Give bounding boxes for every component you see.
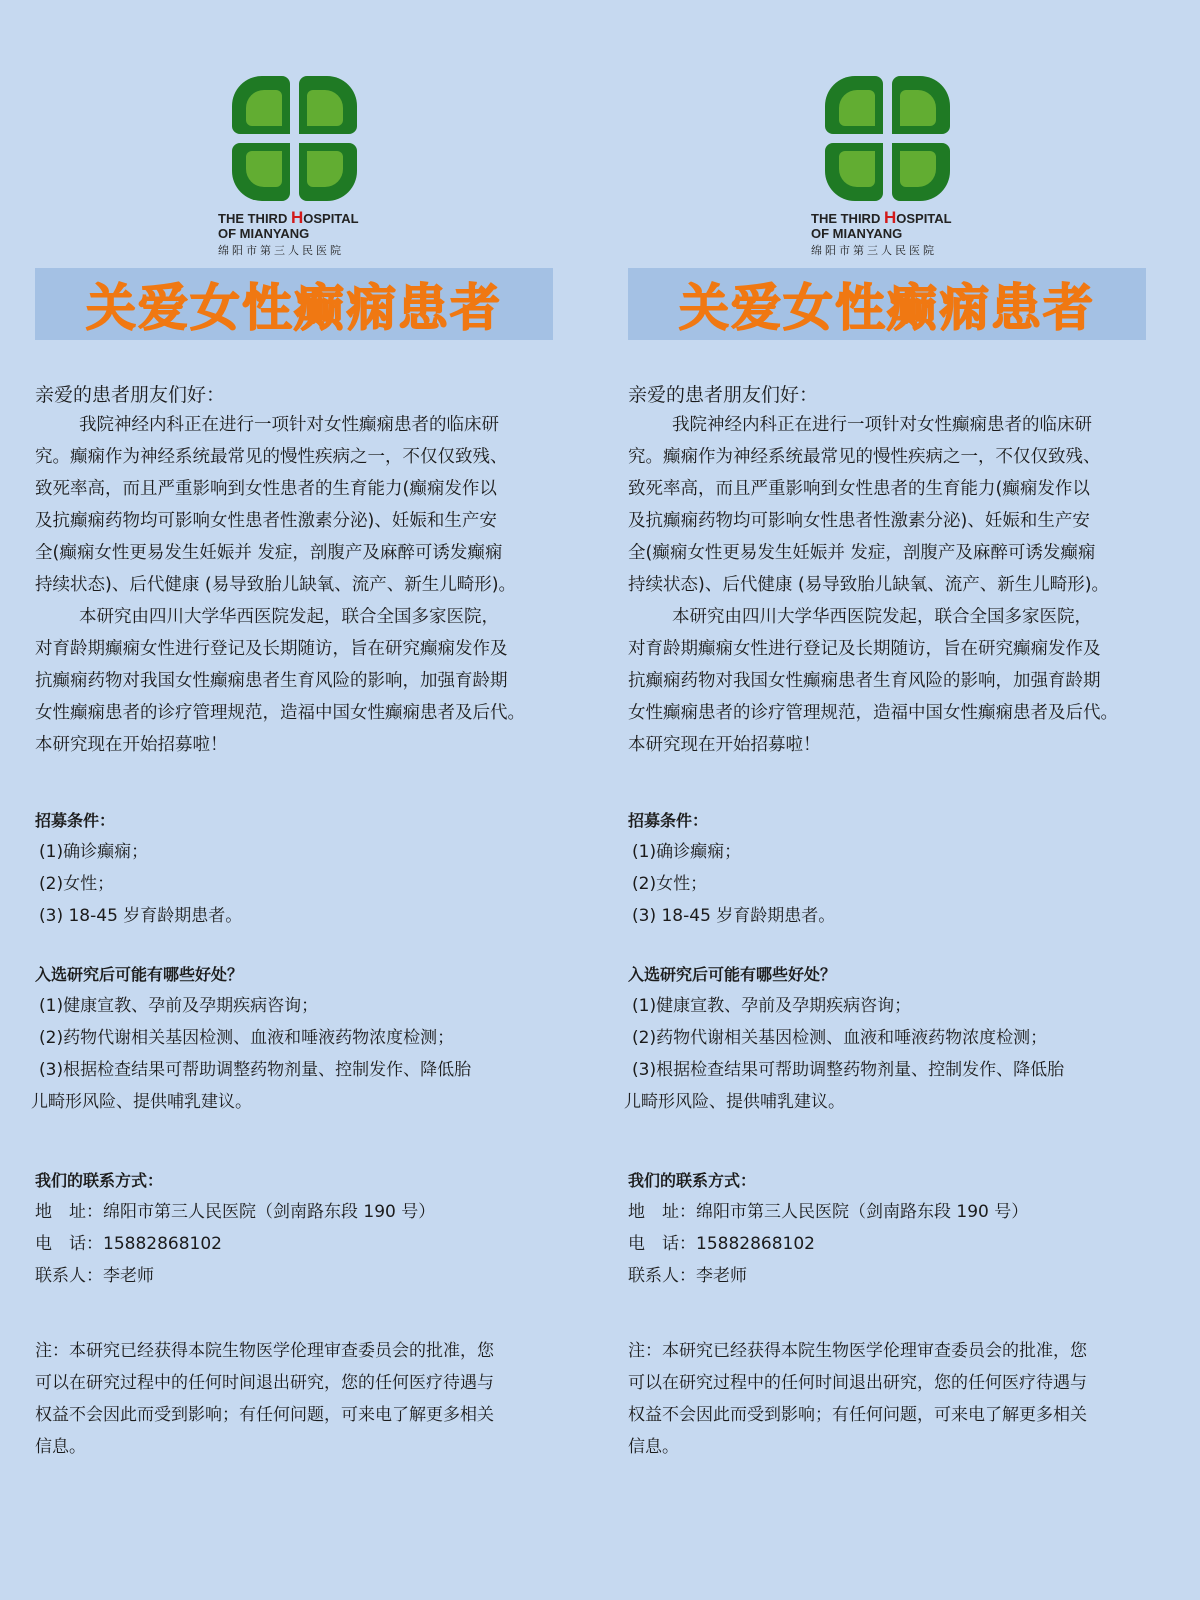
text-line: 全(癫痫女性更易发生妊娠并 发症，剖腹产及麻醉可诱发癫痫 [35,543,503,563]
text-line: 本研究由四川大学华西医院发起，联合全国多家医院， [672,607,1092,627]
text-line: 本研究现在开始招募啦！ [628,735,821,755]
text-line: 权益不会因此而受到影响；有任何问题，可来电了解更多相关 [628,1405,1087,1425]
greeting: 亲爱的患者朋友们好： [628,384,819,406]
text-line: 联系人：李老师 [628,1266,747,1286]
contact-heading: 我们的联系方式： [35,1171,164,1190]
text-line: 持续状态)、后代健康 (易导致胎儿缺氧、流产、新生儿畸形)。 [35,575,517,595]
text-line: 究。癫痫作为神经系统最常见的慢性疾病之一，不仅仅致残、 [35,447,508,467]
text-line: 抗癫痫药物对我国女性癫痫患者生育风险的影响，加强育龄期 [35,671,508,691]
logo-quadrant [299,143,357,201]
hospital-cross-logo [825,76,950,201]
text-line: (2)女性； [39,874,115,894]
text-line: 注：本研究已经获得本院生物医学伦理审查委员会的批准，您 [35,1341,494,1361]
text-line: 儿畸形风险、提供哺乳建议。 [31,1092,252,1112]
intro-paragraph [35,409,516,601]
text-line: 究。癫痫作为神经系统最常见的慢性疾病之一，不仅仅致残、 [628,447,1101,467]
hospital-name-en [218,210,359,241]
benefits-list [624,990,1065,1118]
note-paragraph [628,1335,1087,1463]
text-line: 电 话：15882868102 [628,1234,815,1254]
logo-text: THE THIRD [811,211,884,226]
text-line: (1)确诊癫痫； [39,842,149,862]
recruit-list [39,836,242,932]
benefits-list [31,990,472,1118]
text-line: (1)健康宣教、孕前及孕期疾病咨询； [632,996,912,1016]
logo-quadrant [232,76,290,134]
logo-quadrant [232,143,290,201]
title: 关爱女性癫痫患者 [86,279,502,337]
text-line: 电 话：15882868102 [35,1234,222,1254]
title-banner [628,268,1146,340]
logo-text: OF MIANYANG [811,226,903,241]
text-line: 我院神经内科正在进行一项针对女性癫痫患者的临床研 [672,415,1092,435]
text-line: 致死率高，而且严重影响到女性患者的生育能力(癫痫发作以 [35,479,497,499]
text-line: 对育龄期癫痫女性进行登记及长期随访，旨在研究癫痫发作及 [628,639,1101,659]
logo-text-h: H [290,208,304,227]
text-line: (3) 18-45 岁育龄期患者。 [39,906,243,926]
contact-list [628,1196,1028,1292]
benefits-heading: 入选研究后可能有哪些好处？ [628,965,837,984]
text-line: (2)药物代谢相关基因检测、血液和唾液药物浓度检测； [39,1028,455,1048]
note-paragraph [35,1335,494,1463]
logo-text: OSPITAL [896,211,952,226]
hospital-name-cn: 绵阳市第三人民医院 [811,244,937,257]
recruit-heading: 招募条件： [35,811,116,830]
text-line: 信息。 [35,1437,86,1457]
text-line: 及抗癫痫药物均可影响女性患者性激素分泌)、妊娠和生产安 [628,511,1090,531]
logo-quadrant [825,143,883,201]
recruit-list [632,836,835,932]
flyer-column [624,0,1198,1600]
flyer-column [31,0,605,1600]
text-line: 对育龄期癫痫女性进行登记及长期随访，旨在研究癫痫发作及 [35,639,508,659]
intro-paragraph [628,409,1109,601]
text-line: 可以在研究过程中的任何时间退出研究，您的任何医疗待遇与 [628,1373,1087,1393]
study-paragraph [35,601,525,761]
text-line: 联系人：李老师 [35,1266,154,1286]
text-line: (3) 18-45 岁育龄期患者。 [632,906,836,926]
hospital-cross-logo [232,76,357,201]
title: 关爱女性癫痫患者 [679,279,1095,337]
text-line: 持续状态)、后代健康 (易导致胎儿缺氧、流产、新生儿畸形)。 [628,575,1110,595]
study-paragraph [628,601,1118,761]
text-line: 注：本研究已经获得本院生物医学伦理审查委员会的批准，您 [628,1341,1087,1361]
logo-quadrant [892,76,950,134]
logo-text-h: H [883,208,897,227]
text-line: 我院神经内科正在进行一项针对女性癫痫患者的临床研 [79,415,499,435]
contact-heading: 我们的联系方式： [628,1171,757,1190]
logo-text: OSPITAL [303,211,359,226]
text-line: (3)根据检查结果可帮助调整药物剂量、控制发作、降低胎 [39,1060,472,1080]
text-line: 本研究现在开始招募啦！ [35,735,228,755]
hospital-name-cn: 绵阳市第三人民医院 [218,244,344,257]
text-line: (3)根据检查结果可帮助调整药物剂量、控制发作、降低胎 [632,1060,1065,1080]
title-banner [35,268,553,340]
text-line: (1)确诊癫痫； [632,842,742,862]
text-line: 全(癫痫女性更易发生妊娠并 发症，剖腹产及麻醉可诱发癫痫 [628,543,1096,563]
text-line: (2)药物代谢相关基因检测、血液和唾液药物浓度检测； [632,1028,1048,1048]
text-line: 地 址：绵阳市第三人民医院（剑南路东段 190 号） [628,1202,1029,1222]
logo-text: THE THIRD [218,211,291,226]
logo-quadrant [299,76,357,134]
text-line: 致死率高，而且严重影响到女性患者的生育能力(癫痫发作以 [628,479,1090,499]
logo-quadrant [892,143,950,201]
text-line: 女性癫痫患者的诊疗管理规范，造福中国女性癫痫患者及后代。 [35,703,525,723]
text-line: 抗癫痫药物对我国女性癫痫患者生育风险的影响，加强育龄期 [628,671,1101,691]
text-line: 地 址：绵阳市第三人民医院（剑南路东段 190 号） [35,1202,436,1222]
text-line: 女性癫痫患者的诊疗管理规范，造福中国女性癫痫患者及后代。 [628,703,1118,723]
text-line: 及抗癫痫药物均可影响女性患者性激素分泌)、妊娠和生产安 [35,511,497,531]
greeting: 亲爱的患者朋友们好： [35,384,226,406]
contact-list [35,1196,435,1292]
recruit-heading: 招募条件： [628,811,709,830]
logo-quadrant [825,76,883,134]
text-line: 权益不会因此而受到影响；有任何问题，可来电了解更多相关 [35,1405,494,1425]
text-line: (1)健康宣教、孕前及孕期疾病咨询； [39,996,319,1016]
text-line: 可以在研究过程中的任何时间退出研究，您的任何医疗待遇与 [35,1373,494,1393]
text-line: 本研究由四川大学华西医院发起，联合全国多家医院， [79,607,499,627]
benefits-heading: 入选研究后可能有哪些好处？ [35,965,244,984]
logo-text: OF MIANYANG [218,226,310,241]
hospital-name-en [811,210,952,241]
text-line: 儿畸形风险、提供哺乳建议。 [624,1092,845,1112]
text-line: 信息。 [628,1437,679,1457]
text-line: (2)女性； [632,874,708,894]
